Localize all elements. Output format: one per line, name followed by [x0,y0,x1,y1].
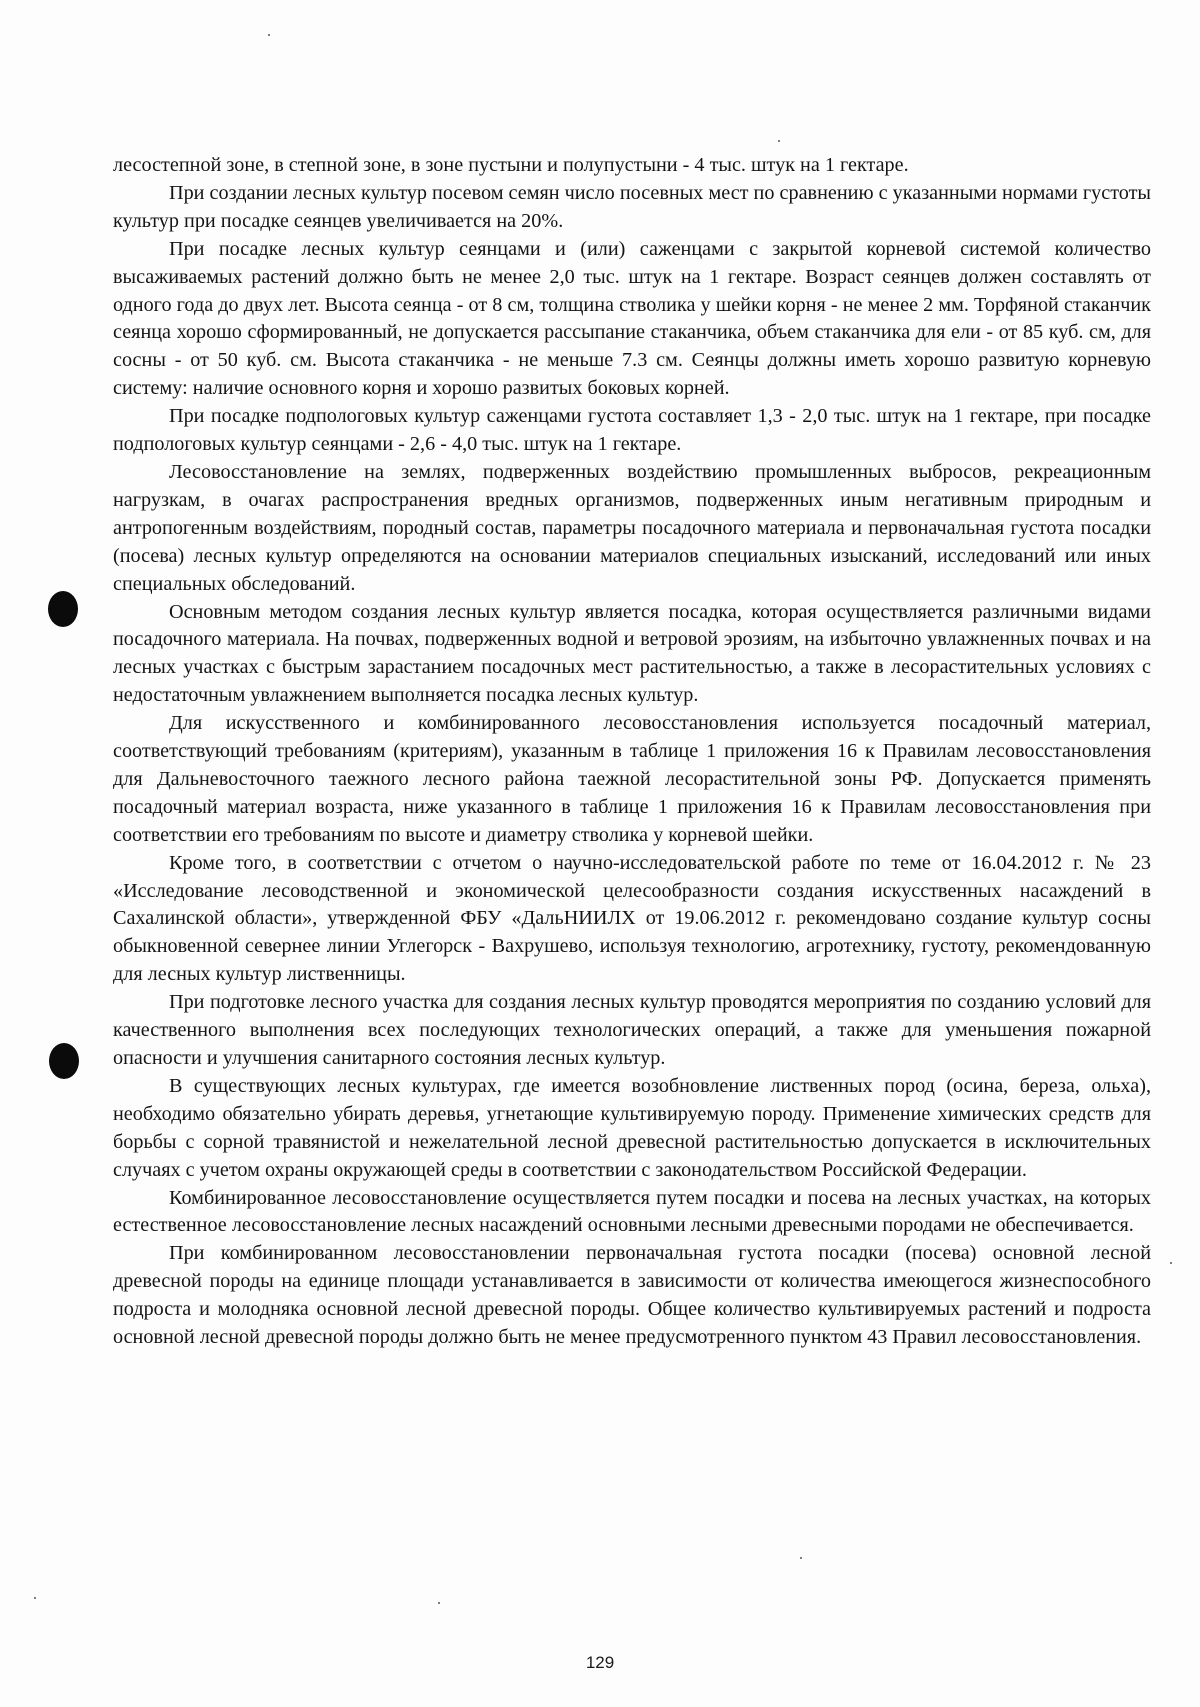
punch-hole-mark [49,1043,79,1079]
paragraph: При создании лесных культур посевом семян число посевных мест по сравнению с указанными нормами густоты культур при посадке сеянцев увеличивается на 20%. [113,181,1151,232]
paragraph: При комбинированном лесовосстановлении первоначальная густота посадки (посева) основной лесной древесной породы на единице площади устанавливается в зависимости от количества имеющегося жизнеспособного подроста и молодняка основной лесной древесной породы. Общее количество культивируемых растений и подроста основной лесной древесной породы должно быть не менее предусмотренного пунктом 43 Правил лесовосстановления. [113,1242,1151,1349]
paragraph: Основным методом создания лесных культур является посадка, которая осуществляется различными видами посадочного материала. На почвах, подверженных водной и ветровой эрозиям, на избыточно увлажненных почвах и на лесных участках с быстрым зарастанием посадочных мест растительностью, а также в лесорастительных условиях с недостаточным увлажнением выполняется посадка лесных культур. [113,600,1151,707]
paragraph: При подготовке лесного участка для создания лесных культур проводятся мероприятия по созданию условий для качественного выполнения всех последующих технологических операций, а также для уменьшения пожарной опасности и улучшения санитарного состояния лесных культур. [113,991,1151,1069]
scan-speck [34,1597,36,1599]
paragraph: Кроме того, в соответствии с отчетом о научно-исследовательской работе по теме от 16.04.2012 г. № 23 «Исследование лесоводственной и экономической целесообразности создания искусственных насаждений в Сахалинской области», утвержденной ФБУ «ДальНИИЛХ от 19.06.2012 г. рекомендовано создание культур сосны обыкновенной севернее линии Углегорск - Вахрушево, используя технологию, агротехнику, густоту, рекомендованную для лесных культур лиственницы. [113,851,1151,986]
paragraph: При посадке лесных культур сеянцами и (или) саженцами с закрытой корневой системой количество высаживаемых растений должно быть не менее 2,0 тыс. штук на 1 гектаре. Возраст сеянцев должен составлять от одного года до двух лет. Высота сеянца - от 8 см, толщина стволика у шейки корня - не менее 2 мм. Торфяной стаканчик сеянца хорошо сформированный, не допускается рассыпание стаканчика, объем стаканчика для ели - от 85 куб. см, для сосны - от 50 куб. см. Высота стаканчика - не меньше 7.3 см. Сеянцы должны иметь хорошо развитую корневую систему: наличие основного корня и хорошо развитых боковых корней. [113,237,1151,400]
page-number: 129 [585,1653,615,1672]
scan-speck [438,1602,440,1604]
paragraph: Комбинированное лесовосстановление осуществляется путем посадки и посева на лесных участках, на которых естественное лесовосстановление лесных насаждений основными лесными древесными породами не обеспечивается. [113,1186,1151,1237]
scan-speck [268,34,270,36]
document-body [113,152,1151,1352]
paragraph: Лесовосстановление на землях, подверженных воздействию промышленных выбросов, рекреационным нагрузкам, в очагах распространения вредных организмов, подверженных иным негативным природным и антропогенным воздействиям, породный состав, параметры посадочного материала и первоначальная густота посадки (посева) лесных культур определяются на основании материалов специальных изысканий, исследований или иных специальных обследований. [113,460,1151,595]
punch-hole-mark [48,591,78,627]
paragraph: лесостепной зоне, в степной зоне, в зоне пустыни и полупустыни - 4 тыс. штук на 1 гектаре. [113,154,909,176]
paragraph: В существующих лесных культурах, где имеется возобновление лиственных пород (осина, береза, ольха), необходимо обязательно убирать деревья, угнетающие культивируемую породу. Применение химических средств для борьбы с сорной травянистой и нежелательной лесной древесной растительностью допускается в исключительных случаях с учетом охраны окружающей среды в соответствии с законодательством Российской Федерации. [113,1074,1151,1181]
scan-speck [778,140,780,142]
paragraph: При посадке подпологовых культур саженцами густота составляет 1,3 - 2,0 тыс. штук на 1 гектаре, при посадке подпологовых культур сеянцами - 2,6 - 4,0 тыс. штук на 1 гектаре. [113,405,1151,456]
scan-speck [1170,1262,1172,1264]
paragraph: Для искусственного и комбинированного лесовосстановления используется посадочный материал, соответствующий требованиям (критериям), указанным в таблице 1 приложения 16 к Правилам лесовосстановления для Дальневосточного таежного лесного района таежной лесорастительной зоны РФ. Допускается применять посадочный материал возраста, ниже указанного в таблице 1 приложения 16 к Правилам лесовосстановления при соответствии его требованиям по высоте и диаметру стволика у корневой шейки. [113,712,1151,846]
scan-speck [800,1557,802,1559]
